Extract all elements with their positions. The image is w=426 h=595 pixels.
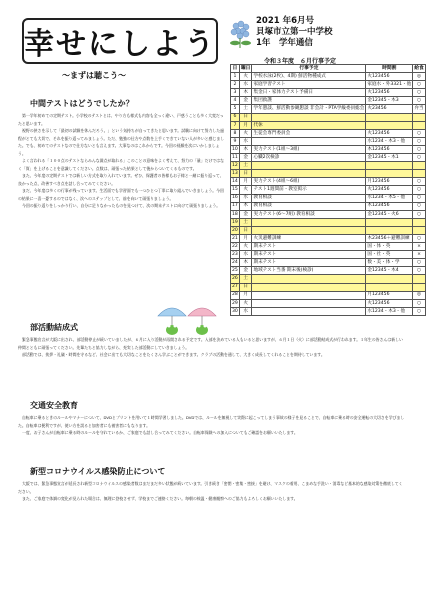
lunch-cell <box>413 275 426 283</box>
midterm-paragraph: よく言われる「１００点のテストならみんな満点が取れる」このことの意味をよく考えて、努力の「量」だけではなく「質」を上げることを意識してください。点数は、頑張った結果として後からついてくるものです。 <box>18 158 225 171</box>
timetable-cell: 水1234・木3・他 <box>366 307 413 315</box>
day-cell: 30 <box>232 308 238 314</box>
traffic-paragraph: 一度、お子さんが自転車に乗る時のルールを守れているか、ご家庭でも話し合ってみてください。自転車保険への加入についてもご確認をお願いいたします。 <box>22 430 298 436</box>
schedule-row <box>231 105 426 113</box>
timetable-cell: 木123456 <box>366 145 413 153</box>
lunch-cell: ○ <box>413 89 426 97</box>
schedule-row <box>231 283 426 291</box>
schedule-row <box>231 299 426 307</box>
event-cell: 集団救護 <box>252 97 366 105</box>
event-cell: 心臓2次検診 <box>252 154 366 162</box>
col-lunch: 給食 <box>414 65 424 71</box>
schedule-row <box>231 137 426 145</box>
club-heading: 部活動結成式 <box>30 323 78 332</box>
day-cell: 13 <box>232 171 238 177</box>
weekday-cell: 火 <box>239 243 252 251</box>
timetable-cell: 数・美・体・学 <box>366 259 413 267</box>
col-timetable: 時間割 <box>366 65 413 73</box>
event-cell <box>252 275 366 283</box>
midterm-paragraph: 今回の振り返りをしっかり行い、自分に足りなかったものを見つけて、次の期末テストに向けて頑張りましょう。 <box>22 203 221 208</box>
day-cell: 21 <box>232 235 238 241</box>
weekday-cell: 木 <box>239 89 252 97</box>
event-cell: 教育相談 <box>252 194 366 202</box>
issue-date: 2021 年6月号 <box>256 16 315 26</box>
weekday-cell: 木 <box>239 202 252 210</box>
lunch-cell <box>413 218 426 226</box>
timetable-cell <box>366 170 413 178</box>
covid-paragraph: また、ご家庭で体調の変化が見られた場合は、無理に登校させず、学校までご連絡ください。毎朝の検温・健康観察へのご協力もよろしくお願いいたします。 <box>22 496 298 502</box>
lunch-cell <box>413 226 426 234</box>
timetable-cell <box>366 218 413 226</box>
weekday-cell: 水 <box>239 251 252 259</box>
grade-newsletter: 1年 学年通信 <box>256 38 313 48</box>
lunch-cell <box>413 170 426 178</box>
schedule-row <box>231 178 426 186</box>
lunch-cell: ○ <box>413 194 426 202</box>
schedule-title: 令和３年度 ６月行事予定 <box>264 58 337 65</box>
schedule-row <box>231 154 426 162</box>
schedule-row <box>231 243 426 251</box>
day-cell: 28 <box>232 292 238 298</box>
day-cell: 19 <box>232 219 238 225</box>
schedule-row <box>231 251 426 259</box>
covid-body <box>18 480 406 503</box>
day-cell: 24 <box>232 260 238 266</box>
club-paragraph: 部活動では、挨拶・礼儀・時間を守るなど、社会に出ても大切なことをたくさん学ぶことができます。クラブの活動を通して、大きく成長してくれることを期待しています。 <box>22 352 325 358</box>
day-cell: 1 <box>231 73 240 81</box>
day-cell: 2 <box>231 81 240 89</box>
timetable-cell: 火123456 <box>366 129 413 137</box>
weekday-cell: 土 <box>239 105 252 113</box>
event-cell: 生徒会専門委員会 <box>252 129 366 137</box>
event-cell <box>252 113 366 121</box>
lunch-cell: ○ <box>413 178 426 186</box>
club-body <box>18 336 406 359</box>
day-cell: 29 <box>232 300 238 306</box>
day-cell: 22 <box>232 243 238 249</box>
day-cell: 9 <box>231 137 240 145</box>
timetable-cell: 火123456 <box>366 299 413 307</box>
weekday-cell: 月 <box>239 291 252 299</box>
lunch-cell: ○ <box>413 81 426 89</box>
timetable-cell: 木23456＋避難訓練 <box>366 234 413 242</box>
weekday-cell: 土 <box>239 218 252 226</box>
event-cell <box>252 307 366 315</box>
schedule-row <box>231 226 426 234</box>
schedule-row <box>231 307 426 315</box>
weekday-cell: 水 <box>239 137 252 145</box>
midterm-heading: 中間テストはどうでしたか？ <box>30 99 134 108</box>
timetable-cell: 月123456 <box>366 291 413 299</box>
timetable-cell <box>366 283 413 291</box>
school-name: 貝塚市立第一中学校 <box>256 27 333 37</box>
covid-paragraph: 大阪では、緊急事態宣言が延長され新型コロナウイルスの感染者数はまだまだ多い状態が続いています。引き続き「密閉・密集・密接」を避け、マスクの着用、こまめな手洗い・消毒など基本的な感染対策を徹底してください。 <box>18 481 403 494</box>
weekday-cell: 木 <box>239 145 252 153</box>
schedule-row <box>231 162 426 170</box>
timetable-cell: 金12345・木4 <box>366 267 413 275</box>
lunch-cell: 弁当 <box>414 106 424 112</box>
weekday-cell: 火 <box>239 73 252 81</box>
lunch-cell: ◎ <box>413 73 426 81</box>
lunch-cell: ○ <box>413 299 426 307</box>
lunch-cell: ○ <box>413 202 426 210</box>
schedule-row <box>231 234 426 242</box>
event-cell: 期末テスト <box>252 251 366 259</box>
lunch-cell: ○ <box>413 234 426 242</box>
lunch-cell: ○ <box>413 137 426 145</box>
traffic-body <box>18 414 406 437</box>
event-cell <box>252 226 366 234</box>
lunch-cell <box>413 162 426 170</box>
weekday-cell: 日 <box>239 113 252 121</box>
day-cell: 7 <box>231 121 240 129</box>
weekday-cell: 火 <box>239 186 252 194</box>
timetable-cell: 家庭水・外3321・他 <box>367 82 412 88</box>
timetable-cell <box>366 275 413 283</box>
event-cell: 期末テスト <box>252 243 366 251</box>
timetable-cell: 火123456 <box>366 186 413 194</box>
lunch-cell: ○ <box>413 145 426 153</box>
header-info <box>256 16 406 49</box>
schedule-row <box>231 267 426 275</box>
timetable-cell: 月123456 <box>366 178 413 186</box>
event-cell: 実力テスト(1組～3組) <box>252 145 366 153</box>
schedule-row <box>231 210 426 218</box>
lunch-cell: ○ <box>413 267 426 275</box>
col-day: 日 <box>231 65 240 73</box>
day-cell: 17 <box>232 203 238 209</box>
lunch-cell: ○ <box>413 154 426 162</box>
day-cell: 25 <box>232 268 238 274</box>
timetable-cell: 国・体・英 <box>366 243 413 251</box>
day-cell: 8 <box>231 129 240 137</box>
schedule-row <box>231 81 426 89</box>
timetable-cell <box>366 162 413 170</box>
timetable-cell <box>366 121 413 129</box>
midterm-paragraph: 第一学年初めての定期テスト。小学校のテストとは、やり方も様式も内容も全っく違い、戸惑うことも多く大変だったと思います。 <box>18 113 224 126</box>
event-cell: 家庭学習テスト <box>252 81 366 89</box>
weekday-cell: 金 <box>239 97 252 105</box>
weekday-cell: 日 <box>239 226 252 234</box>
schedule-row <box>231 275 426 283</box>
schedule-row <box>231 218 426 226</box>
timetable-cell <box>366 226 413 234</box>
day-cell: 23 <box>232 252 238 257</box>
day-cell: 26 <box>232 276 238 282</box>
lunch-cell <box>413 113 426 121</box>
weekday-cell: 水 <box>239 81 252 89</box>
event-cell: 代休 <box>252 121 366 129</box>
midterm-paragraph: また、今年度の定期テストでは新しい方式を取り入れています。ぜひ、保護者の皆様もお子様と一緒に振り返って、良かった点、改善すべき点を話し合ってみてください。 <box>18 173 224 186</box>
timetable-cell: 国・社・英 <box>366 251 413 259</box>
newsletter-subtitle: ～まずは聴こう～ <box>62 71 126 80</box>
timetable-cell <box>366 113 413 121</box>
event-cell <box>252 291 366 299</box>
weekday-cell: 土 <box>239 162 252 170</box>
weekday-cell: 月 <box>239 121 252 129</box>
schedule-row <box>231 129 426 137</box>
lunch-cell: ○ <box>413 307 426 315</box>
weekday-cell: 木 <box>239 259 252 267</box>
event-cell: 期末テスト <box>252 259 366 267</box>
event-cell: 実力テスト(4組～6組) <box>252 178 366 186</box>
timetable-cell: 木123456 <box>366 202 413 210</box>
midterm-paragraph: まだ、今年度は多くの行事が残っています。生活面でも学習面でも一つひとつ丁寧に取り組んでいきましょう。今回の結果に一喜一憂するのではなく、次へのステップとして、前を向いて頑張りましょう。 <box>18 188 224 201</box>
day-cell: 14 <box>232 179 238 185</box>
title-box <box>22 18 218 64</box>
weekday-cell: 水 <box>239 307 252 315</box>
event-cell <box>252 283 366 291</box>
day-cell: 5 <box>231 105 240 113</box>
midterm-paragraph: 視野の狭さを示して「最初の試験を休んだろう。」という気持ちが自ってきたと思います。試験に向けて努力した過程がとても大切で、それを振り返ってみましょう。ただ、勉強の仕方や点数を上手くできていない人が多いと感じました。でも、初めてのテストなので仕方ないとも言えます。大事なのはこれからです。今回の経験を次にいかしましょう。 <box>18 128 225 156</box>
event-cell: 火災避難訓練 <box>252 234 366 242</box>
day-cell: 27 <box>232 284 238 290</box>
timetable-cell: 火123456 <box>366 89 413 97</box>
day-cell: 4 <box>231 97 240 105</box>
frog-umbrella-icon <box>152 298 222 338</box>
weekday-cell: 日 <box>239 283 252 291</box>
lunch-cell: ○ <box>413 97 426 105</box>
schedule-row <box>231 121 426 129</box>
covid-heading: 新型コロナウイルス感染防止について <box>30 467 166 476</box>
weekday-cell: 火 <box>239 129 252 137</box>
weekday-cell: 金 <box>239 154 252 162</box>
day-cell: 16 <box>232 195 238 201</box>
lunch-cell: ○ <box>413 129 426 137</box>
lunch-cell: × <box>413 251 426 259</box>
schedule-table <box>230 64 426 316</box>
schedule-row <box>231 202 426 210</box>
club-paragraph: 緊急事態宣言が大阪に出され、部活動停止が続いていましたが、６月に入り活動が再開される予定です。入部を決めている人もいると思いますが、６月１日（火）に部活動結成式が行われます。１年生の皆さんは新しい仲間とともに頑張ってください。先輩たちと協力しながら、充実した部活動にしていきましょう。 <box>18 337 403 350</box>
day-cell: 6 <box>231 113 240 121</box>
schedule-row <box>231 259 426 267</box>
weekday-cell: 土 <box>239 275 252 283</box>
timetable-cell: 水1234・木5・他 <box>366 194 413 202</box>
day-cell: 3 <box>231 89 240 97</box>
col-weekday: 曜日 <box>240 65 251 71</box>
traffic-paragraph: 自転車に乗るときのルールやマナーについて、DVDとプリントを用いて１時間学習しました。DVDでは、ルールを無視して実際に起こってしまう事故の様子を見ることで、自転車に乗る時の安全運転の大切さを学びました。自転車は便利ですが、使い方を誤ると加害者にも被害者にもなります。 <box>18 415 405 428</box>
col-event: 行事予定 <box>252 65 366 73</box>
event-cell: 教育相談 <box>252 202 366 210</box>
event-cell <box>252 299 366 307</box>
event-cell <box>252 170 366 178</box>
lunch-cell: × <box>413 243 426 251</box>
newsletter-title: 幸せにしよう <box>24 27 216 62</box>
weekday-cell: 日 <box>239 170 252 178</box>
schedule-row <box>231 186 426 194</box>
lunch-cell <box>413 283 426 291</box>
event-cell: 学校水泳(2枚)、4期) 鮮活物種成式 <box>252 73 366 81</box>
day-cell: 15 <box>232 187 238 193</box>
weekday-cell: 月 <box>239 178 252 186</box>
weekday-cell: 火 <box>239 299 252 307</box>
event-cell <box>252 162 366 170</box>
event-cell: 地域テスト当番 期末後(検診) <box>252 267 366 275</box>
day-cell: 18 <box>232 211 238 217</box>
weekday-cell: 金 <box>239 210 252 218</box>
schedule-row <box>231 194 426 202</box>
lunch-cell: ○ <box>413 259 426 267</box>
day-cell: 12 <box>232 162 238 168</box>
day-cell: 10 <box>232 146 238 152</box>
schedule-row <box>231 97 426 105</box>
event-cell <box>252 218 366 226</box>
day-cell: 11 <box>232 154 238 160</box>
weekday-cell: 水 <box>239 194 252 202</box>
schedule-row <box>231 89 426 97</box>
timetable-cell: 水1234・木3・他 <box>366 137 413 145</box>
timetable-cell: 火23456 <box>366 105 413 113</box>
event-cell: 集金日・家体力テスト予備日 <box>252 89 366 97</box>
day-cell: 20 <box>232 227 238 233</box>
timetable-cell: 金12345・木1 <box>366 154 413 162</box>
timetable-cell: 金12345・火6 <box>366 210 413 218</box>
weekday-cell: 金 <box>239 267 252 275</box>
schedule-row <box>231 291 426 299</box>
lunch-cell: ◎ <box>413 291 426 299</box>
timetable-cell: 金12345・木3 <box>366 97 413 105</box>
event-cell: 実力テスト(6～7組) 教育相談 <box>252 210 366 218</box>
event-cell: 学年懇談、鮮活動参観懇談 非会計・PTA学級委員総会 <box>253 106 365 112</box>
schedule-row <box>231 170 426 178</box>
weekday-cell: 月 <box>239 234 252 242</box>
schedule-row <box>231 73 426 81</box>
event-cell: テスト1週間前・教室掲示 <box>252 186 366 194</box>
timetable-cell: 火123456 <box>366 73 413 81</box>
event-cell <box>252 137 366 145</box>
schedule-row <box>231 145 426 153</box>
lunch-cell: ○ <box>413 186 426 194</box>
midterm-body <box>18 112 226 210</box>
lunch-cell <box>413 121 426 129</box>
lunch-cell: ○ <box>413 210 426 218</box>
schedule-row <box>231 113 426 121</box>
traffic-heading: 交通安全教育 <box>30 401 78 410</box>
